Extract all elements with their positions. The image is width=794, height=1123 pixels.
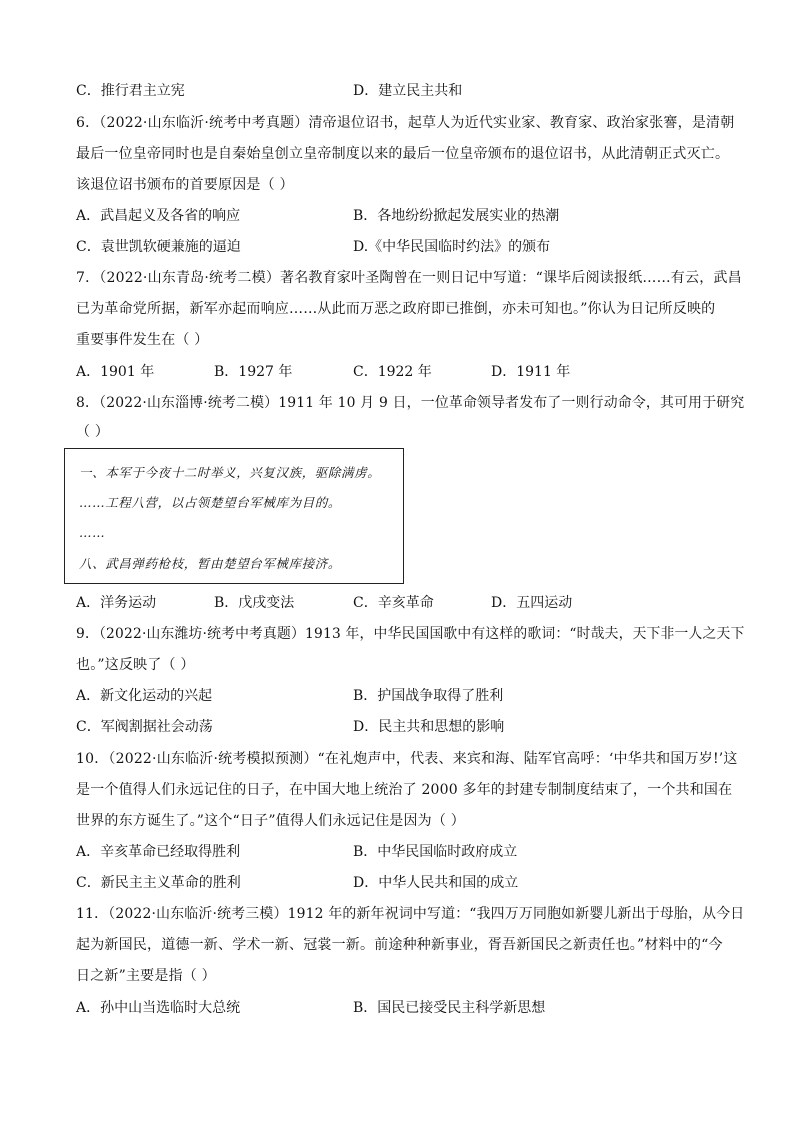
q8-quote-line1: 一、本军于今夜十二时举义，兴复汉族，驱除满虏。 xyxy=(79,465,381,480)
q11-option-b: B．国民已接受民主科学新思想 xyxy=(353,1000,546,1016)
q6-option-b: B．各地纷纷掀起发展实业的热潮 xyxy=(353,208,560,224)
q10-stem-line2: 是一个值得人们永远记住的日子，在中国大地上统治了 2000 多年的封建专制制度结束了，一个共和国在 xyxy=(76,782,733,798)
q10-stem-line1: 10．（2022·山东临沂·统考模拟预测）“在礼炮声中，代表、来宾和海、陆军官高呼：‘中华共和国万岁!’这 xyxy=(76,751,738,767)
q10-option-a: A．辛亥革命已经取得胜利 xyxy=(76,844,241,860)
q9-option-c: C．军阀割据社会动荡 xyxy=(76,719,213,735)
q8-option-a: A．洋务运动 xyxy=(76,595,157,611)
q6-stem-line3: 该退位诏书颁布的首要原因是（ ） xyxy=(76,177,294,193)
q10-stem-line3: 世界的东方诞生了。”这个“日子”值得人们永远记住是因为（ ） xyxy=(76,813,465,829)
q5-option-d: D．建立民主共和 xyxy=(353,83,463,99)
q7-option-b: B．1927 年 xyxy=(214,364,293,380)
q8-source-quote-box xyxy=(64,448,404,584)
q7-stem-line1: 7．（2022·山东青岛·统考二模）著名教育家叶圣陶曾在一则日记中写道：“课毕后阅读报纸……有云，武昌 xyxy=(76,270,742,286)
q6-option-d: D.《中华民国临时约法》的颁布 xyxy=(353,239,551,255)
q8-quote-line4: 八、武昌弹药枪枝，暂由楚望台军械库接济。 xyxy=(79,556,342,571)
q7-option-a: A．1901 年 xyxy=(76,364,155,380)
q8-stem-line2: （ ） xyxy=(76,424,110,440)
q8-quote-line2: ……工程八营，以占领楚望台军械库为目的。 xyxy=(79,495,342,510)
q7-stem-line3: 重要事件发生在（ ） xyxy=(76,332,209,348)
q8-stem-line1: 8．（2022·山东淄博·统考二模）1911 年 10 月 9 日，一位革命领导者发布了一则行动命令，其可用于研究 xyxy=(76,395,745,411)
q9-stem-line2: 也。”这反映了（ ） xyxy=(76,657,195,673)
q8-option-b: B．戊戌变法 xyxy=(214,595,295,611)
q7-option-d: D．1911 年 xyxy=(491,364,571,380)
q6-stem-line1: 6．（2022·山东临沂·统考中考真题）清帝退位诏书，起草人为近代实业家、教育家、政治家张謇，是清朝 xyxy=(76,115,735,131)
q6-option-a: A．武昌起义及各省的响应 xyxy=(76,208,241,224)
q7-option-c: C．1922 年 xyxy=(353,364,432,380)
q6-option-c: C．袁世凯软硬兼施的逼迫 xyxy=(76,239,241,255)
q10-option-c: C．新民主主义革命的胜利 xyxy=(76,875,241,891)
q9-option-a: A．新文化运动的兴起 xyxy=(76,688,213,704)
q11-stem-line3: 日之新”主要是指（ ） xyxy=(76,968,216,984)
q9-option-b: B．护国战争取得了胜利 xyxy=(353,688,504,704)
q10-option-b: B．中华民国临时政府成立 xyxy=(353,844,518,860)
q11-option-a: A．孙中山当选临时大总统 xyxy=(76,1000,241,1016)
q8-quote-line3: …… xyxy=(79,525,106,540)
q8-option-c: C．辛亥革命 xyxy=(353,595,434,611)
q11-stem-line1: 11．（2022·山东临沂·统考三模）1912 年的新年祝词中写道：“我四万万同胞如新婴儿新出于母胎，从今日 xyxy=(76,906,745,922)
q11-stem-line2: 起为新国民，道德一新、学术一新、冠裳一新。前途种种新事业，胥吾新国民之新责任也。”材料中的“今 xyxy=(76,937,723,953)
q5-option-c: C．推行君主立宪 xyxy=(76,83,185,99)
q9-stem-line1: 9．（2022·山东潍坊·统考中考真题）1913 年，中华民国国歌中有这样的歌词：“时哉夫，天下非一人之天下 xyxy=(76,626,745,642)
q7-stem-line2: 已为革命党所据，新军亦起而响应……从此而万恶之政府即已推倒，亦未可知也。”你认为日记所反映的 xyxy=(76,301,716,317)
q6-stem-line2: 最后一位皇帝同时也是自秦始皇创立皇帝制度以来的最后一位皇帝颁布的退位诏书，从此清朝正式灭亡。 xyxy=(76,146,730,162)
q9-option-d: D．民主共和思想的影响 xyxy=(353,719,505,735)
q8-option-d: D．五四运动 xyxy=(491,595,573,611)
q10-option-d: D．中华人民共和国的成立 xyxy=(353,875,519,891)
